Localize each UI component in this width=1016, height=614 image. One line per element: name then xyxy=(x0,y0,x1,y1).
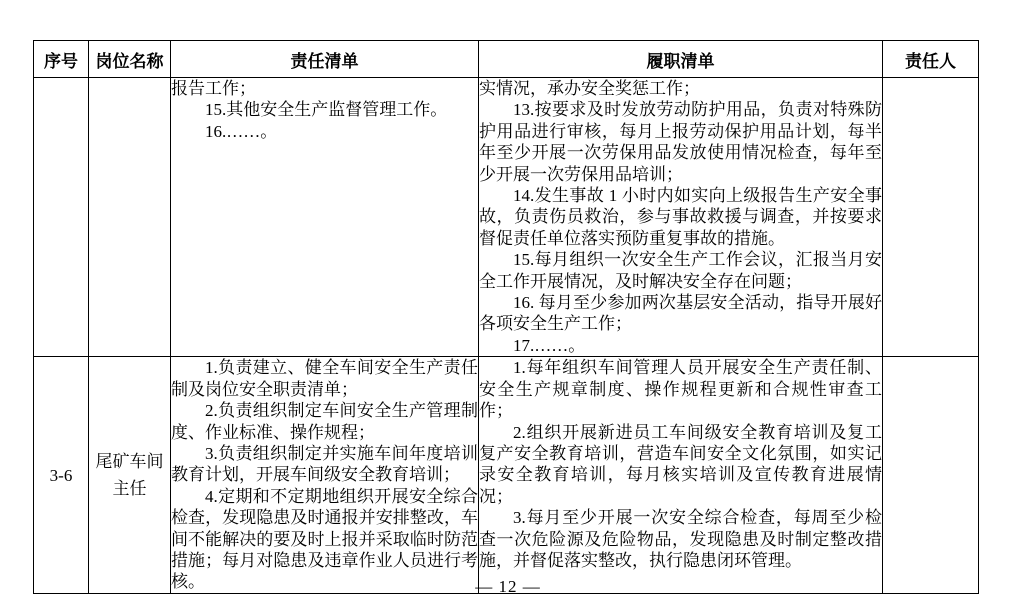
cell-responsible-person xyxy=(883,78,979,357)
paragraph: 16. 每月至少参加两次基层安全活动，指导开展好各项安全生产工作； xyxy=(479,293,882,334)
paragraph: 实情况，承办安全奖惩工作； xyxy=(479,79,700,98)
header-seq: 序号 xyxy=(34,41,89,78)
paragraph: 17.……。 xyxy=(513,335,586,355)
responsibility-table xyxy=(33,40,979,594)
cell-duties xyxy=(479,78,883,357)
paragraph: 15.每月组织一次安全生产工作会议，汇报当月安全工作开展情况，及时解决安全存在问题； xyxy=(479,250,882,291)
paragraph: 3.每月至少开展一次安全综合检查，每周至少检查一次危险源及危险物品，发现隐患及时制定整改措施，并督促落实整改，执行隐患闭环管理。 xyxy=(479,508,882,570)
paragraph: 2.组织开展新进员工车间级安全教育培训及复工复产安全教育培训，营造车间安全文化氛围，如实记录安全教育培训，每月核实培训及宣传教育进展情况； xyxy=(479,422,882,506)
paragraph: 15.其他安全生产监督管理工作。 xyxy=(205,100,448,120)
cell-position: 尾矿车间主任 xyxy=(89,357,171,593)
cell-seq: 3-6 xyxy=(34,357,89,593)
cell-responsibilities xyxy=(171,78,479,357)
paragraph: 4.定期和不定期地组织开展安全综合检查，发现隐患及时通报并安排整改，车间不能解决的要及时上报并采取临时防范措施；每月对隐患及违章作业人员进行考核。 xyxy=(171,486,478,592)
header-position: 岗位名称 xyxy=(89,41,171,78)
paragraph: 报告工作； xyxy=(171,79,256,98)
table-row xyxy=(34,357,979,593)
page-number: — 12 — xyxy=(475,577,541,596)
header-responsible-person: 责任人 xyxy=(883,41,979,78)
header-responsibility-list: 责任清单 xyxy=(171,41,479,78)
paragraph: 1.负责建立、健全车间安全生产责任制及岗位安全职责清单； xyxy=(171,358,478,399)
cell-responsibilities xyxy=(171,357,479,593)
cell-responsible-person xyxy=(883,357,979,593)
paragraph: 16.……。 xyxy=(205,121,278,141)
paragraph: 14.发生事故 1 小时内如实向上级报告生产安全事故，负责伤员救治，参与事故救援与调查，并按要求督促责任单位落实预防重复事故的措施。 xyxy=(479,186,882,248)
cell-position xyxy=(89,78,171,357)
table-header-row xyxy=(34,41,979,78)
paragraph: 1.每年组织车间管理人员开展安全生产责任制、安全生产规章制度、操作规程更新和合规性审查工作； xyxy=(479,358,882,421)
paragraph: 13.按要求及时发放劳动防护用品，负责对特殊防护用品进行审核，每月上报劳动保护用品计划，每半年至少开展一次劳保用品发放使用情况检查，每年至少开展一次劳保用品培训； xyxy=(479,100,882,184)
paragraph: 3.负责组织制定并实施车间年度培训教育计划，开展车间级安全教育培训； xyxy=(171,443,478,485)
cell-duties xyxy=(479,357,883,593)
header-duty-list: 履职清单 xyxy=(479,41,883,78)
table-row xyxy=(34,78,979,357)
paragraph: 2.负责组织制定车间安全生产管理制度、作业标准、操作规程； xyxy=(171,401,478,442)
cell-seq xyxy=(34,78,89,357)
